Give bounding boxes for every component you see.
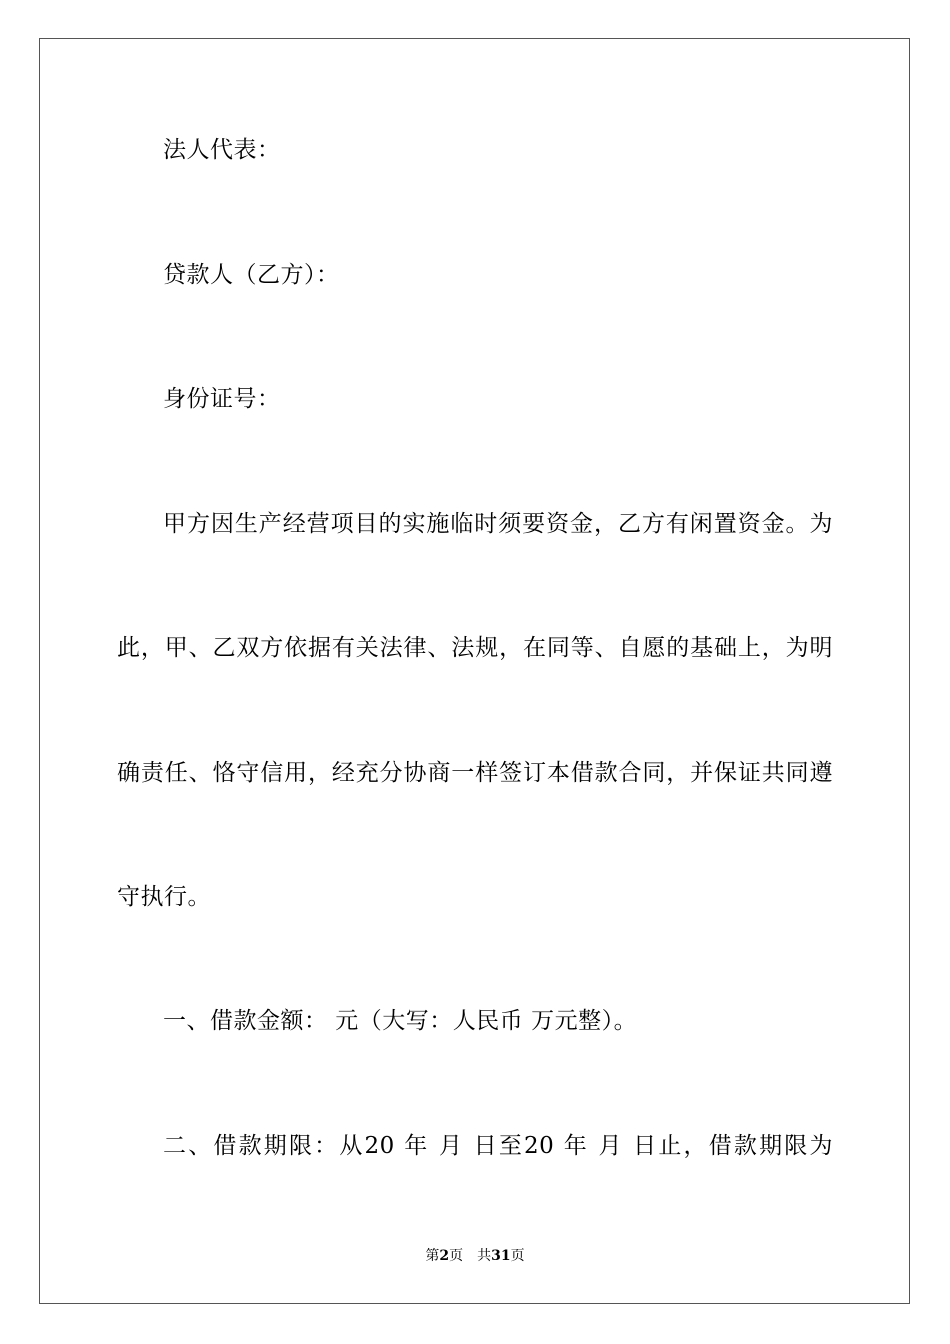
page-suffix: 页 xyxy=(449,1248,464,1264)
paragraph-line-3: 确责任、恪守信用，经充分协商一样签订本借款合同，并保证共同遵 xyxy=(117,760,833,786)
page-footer xyxy=(0,1247,950,1265)
page-prefix: 第 xyxy=(425,1248,440,1264)
id-number-line: 身份证号： xyxy=(163,386,281,412)
total-suffix: 页 xyxy=(510,1248,525,1264)
page-number: 2 xyxy=(439,1248,450,1264)
loan-amount-clause: 一、借款金额： 元（大写：人民币 万元整）。 xyxy=(163,1008,638,1034)
page-border xyxy=(39,38,910,1304)
lender-line: 贷款人（乙方）： xyxy=(163,262,340,288)
total-pages: 31 xyxy=(491,1248,511,1264)
paragraph-line-4: 守执行。 xyxy=(117,884,211,910)
total-prefix: 共 xyxy=(477,1248,492,1264)
paragraph-line-1: 甲方因生产经营项目的实施临时须要资金，乙方有闲置资金。为 xyxy=(163,511,833,537)
loan-term-clause: 二、借款期限：从20 年 月 日至20 年 月 日止，借款期限为 xyxy=(163,1133,833,1159)
paragraph-line-2: 此，甲、乙双方依据有关法律、法规，在同等、自愿的基础上，为明 xyxy=(117,635,833,661)
legal-representative-line: 法人代表： xyxy=(163,137,281,163)
